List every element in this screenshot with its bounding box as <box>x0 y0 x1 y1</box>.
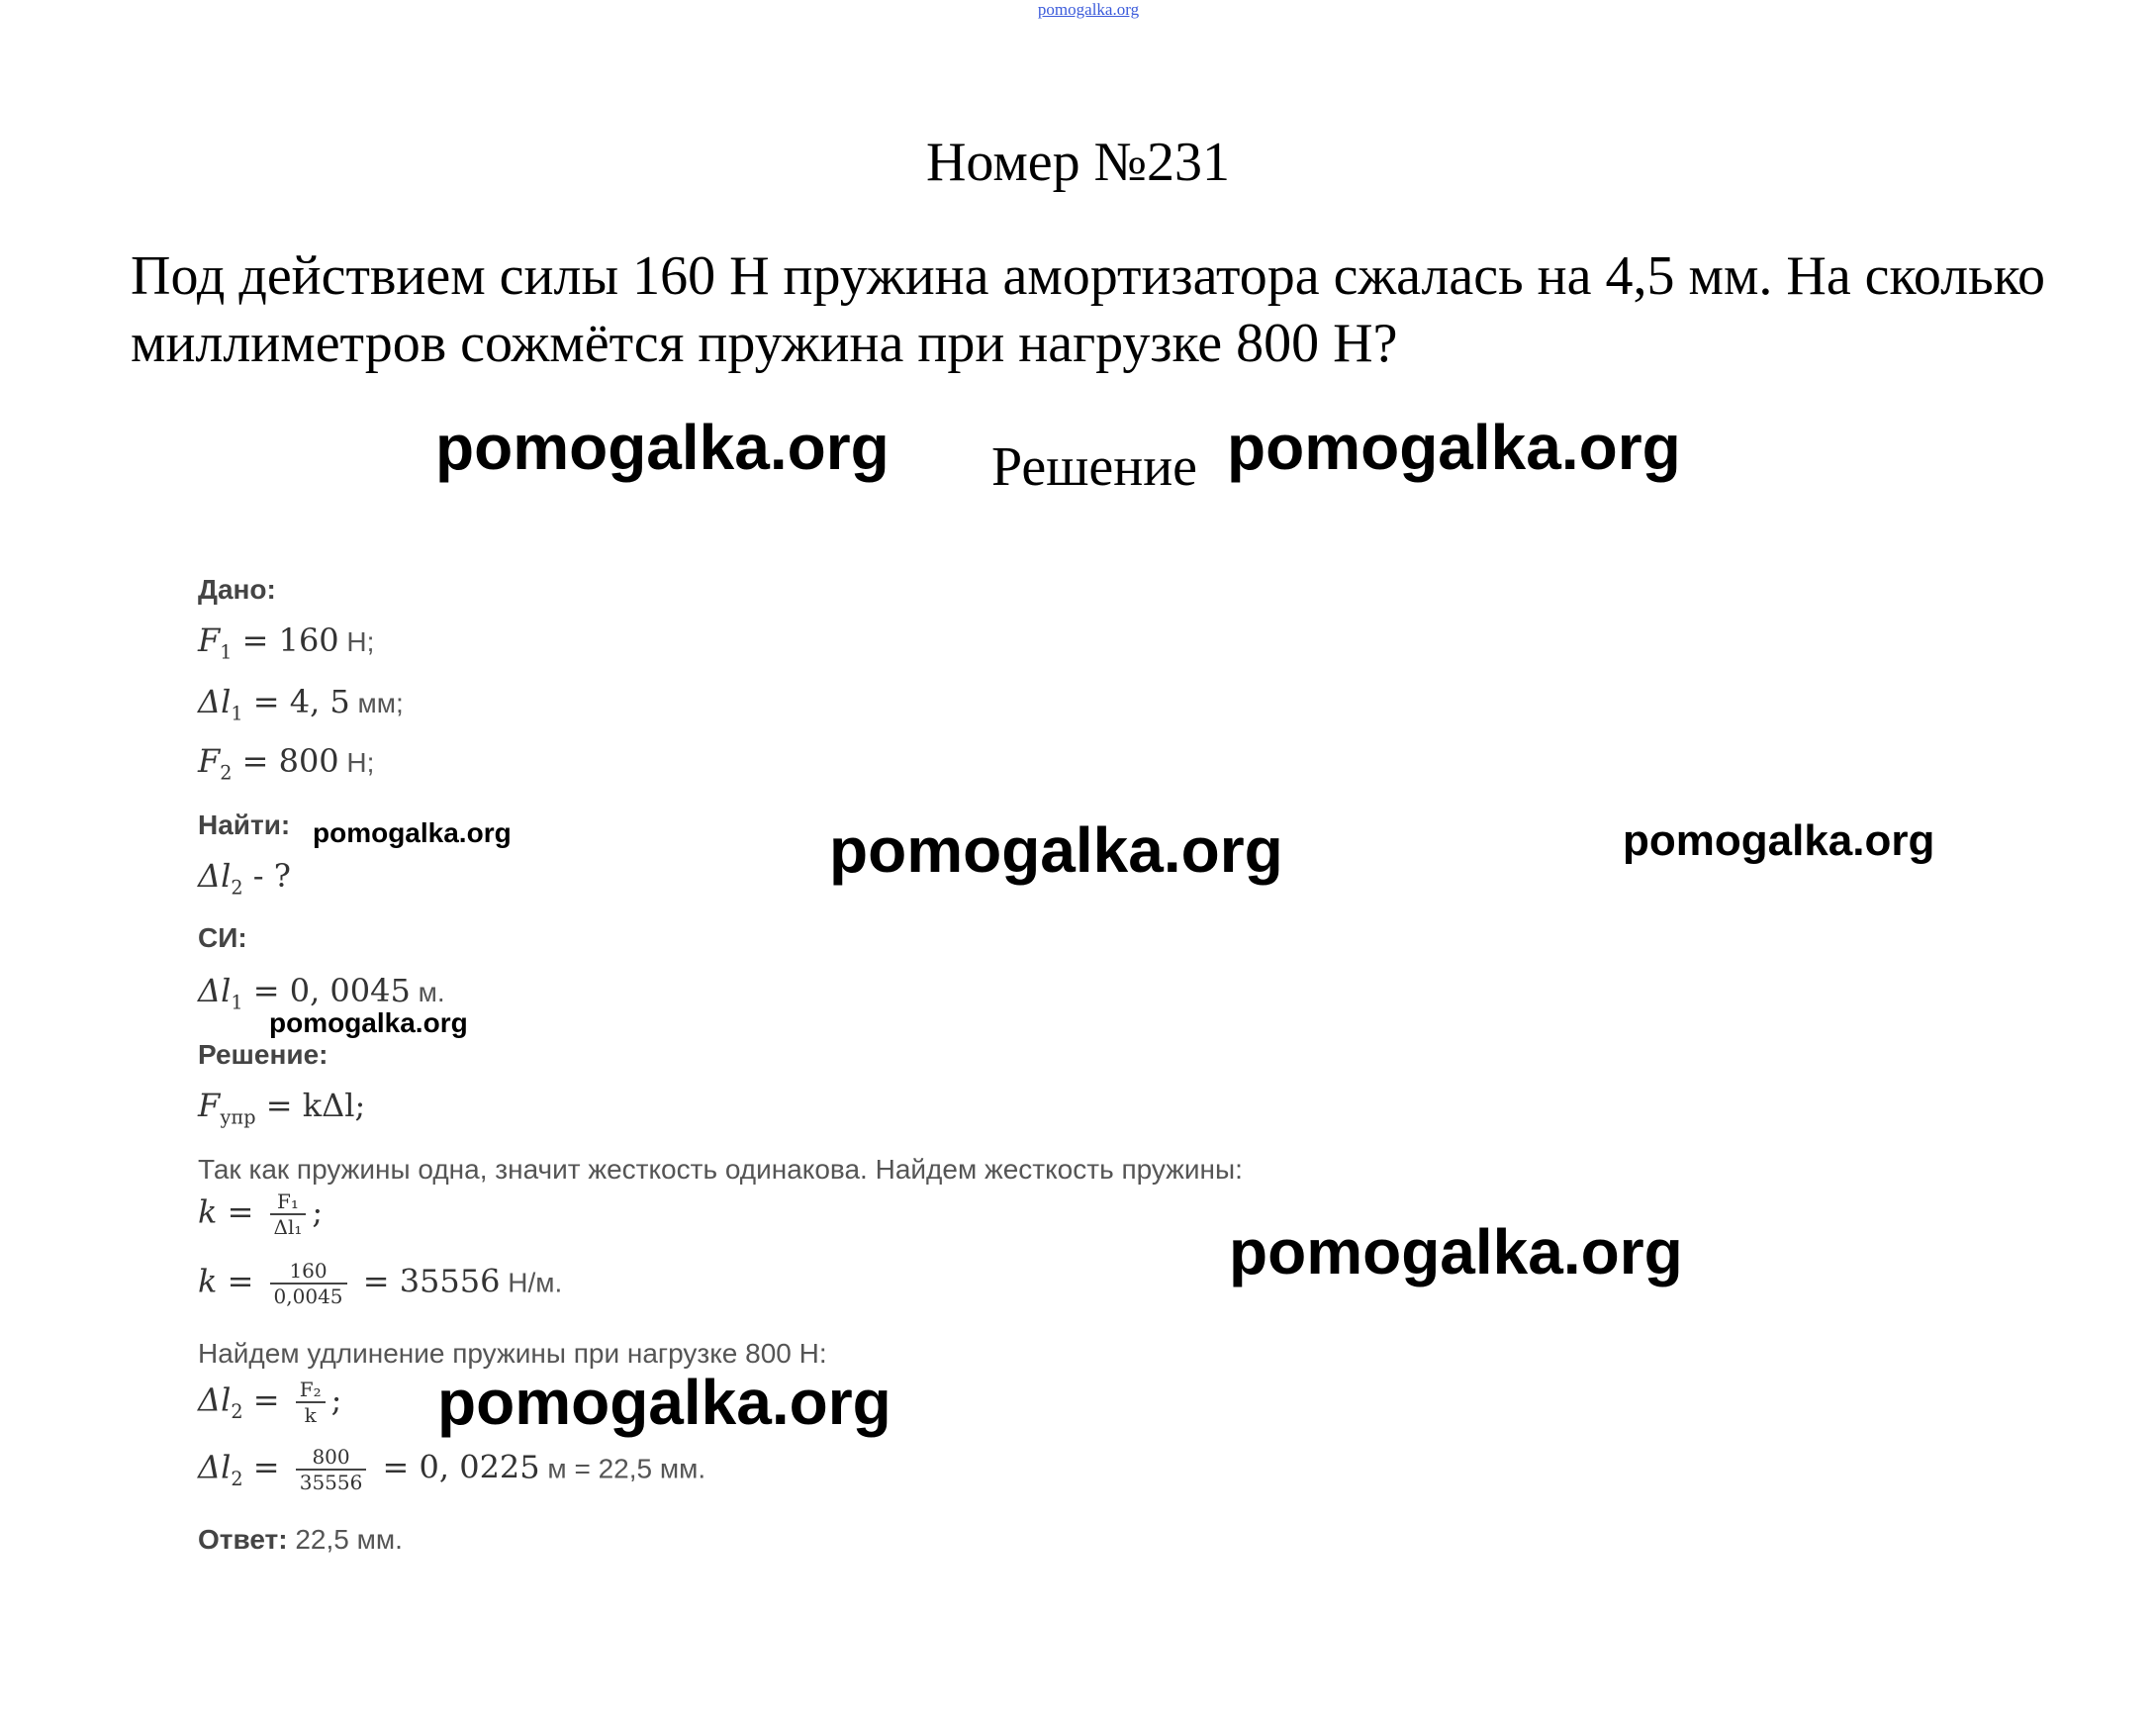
given-dl1: $\Delta l_1 = 4$, 5 мм; <box>198 683 404 725</box>
si-dl1: $\Delta l_1 = 0$, 0045 м. <box>198 972 445 1014</box>
site-link[interactable]: pomogalka.org <box>1037 0 1140 19</box>
watermark: pomogalka.org <box>435 412 890 483</box>
watermark: pomogalka.org <box>1229 1216 1683 1287</box>
watermark: pomogalka.org <box>437 1367 891 1438</box>
given-label: Дано: <box>198 574 276 605</box>
k-calculation: k = $\frac{160}{0,0045}$ = 35556 Н/м. <box>198 1259 563 1308</box>
watermark: pomogalka.org <box>269 1007 468 1038</box>
hooke-formula: $F_{упр} = k\Delta l$; <box>198 1087 366 1129</box>
explanation-text: Так как пружины одна, значит жесткость одинакова. Найдем жесткость пружины: <box>198 1154 1243 1185</box>
watermark: pomogalka.org <box>1227 412 1681 483</box>
given-f1: $F_1 = 160$ Н; <box>198 621 375 664</box>
solution-label: Решение: <box>198 1039 328 1070</box>
find-dl2: $\Delta l_2$ - ? <box>198 857 291 900</box>
find-label: Найти: <box>198 809 291 840</box>
problem-statement: Под действием силы 160 Н пружина амортизатора сжалась на 4,5 мм. На сколько миллиметров сожмётся пружина при нагрузке 800 Н? <box>131 245 2046 374</box>
explanation-text-2: Найдем удлинение пружины при нагрузке 800 Н: <box>198 1338 827 1369</box>
watermark: pomogalka.org <box>313 817 512 848</box>
given-f2: $F_2 = 800$ Н; <box>198 742 375 785</box>
k-formula: k = $\frac{\text{F₁}}{\text{Δl₁}}$ ; <box>198 1190 324 1239</box>
solution-heading: Решение <box>991 436 1198 498</box>
watermark: pomogalka.org <box>829 814 1283 886</box>
watermark: pomogalka.org <box>1623 816 1935 865</box>
answer: Ответ: 22,5 мм. <box>198 1524 403 1555</box>
si-label: СИ: <box>198 922 247 953</box>
problem-number-title: Номер №231 <box>925 132 1231 193</box>
dl2-calculation: $\Delta l_2$ = $\frac{800}{35556}$ = 0, 0225 м = 22,5 мм. <box>198 1445 706 1494</box>
dl2-formula: $\Delta l_2$ = $\frac{\text{F₂}}{k}$ ; <box>198 1378 342 1427</box>
